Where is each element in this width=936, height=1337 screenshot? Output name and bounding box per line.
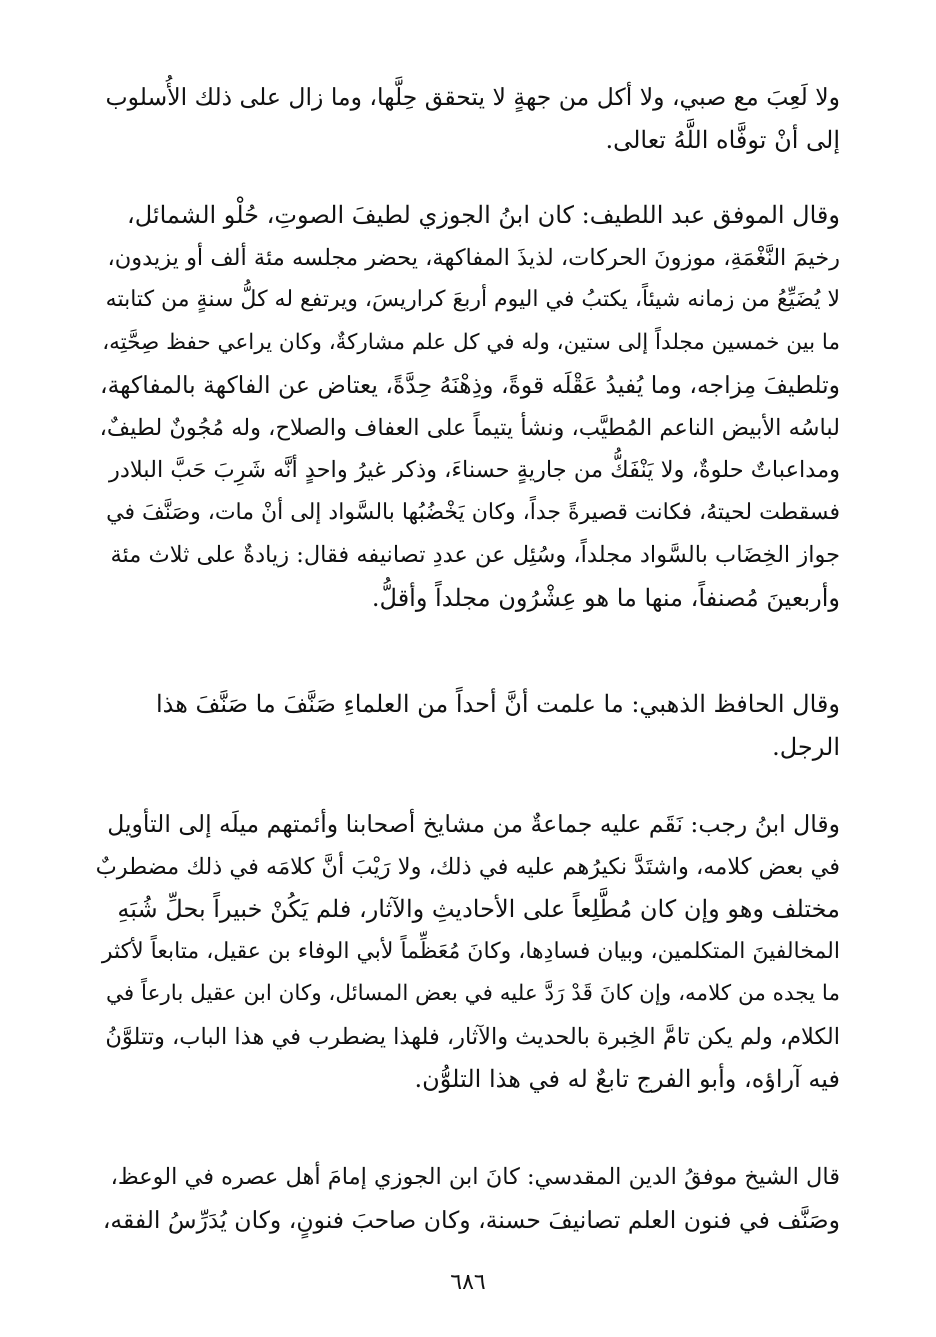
text-line: في بعض كلامه، واشتَدَّ نكيرُهم عليه في ذلك، ولا رَيْبَ أنَّ كلامَه في ذلك مضطربٌ xyxy=(95,853,840,880)
text-line: إلى أنْ توفَّاه اللَّهُ تعالى. xyxy=(605,125,840,154)
paragraph-5 xyxy=(96,1156,840,1241)
paragraph-4 xyxy=(96,803,840,1101)
text-line: قال الشيخ موفقُ الدين المقدسي: كانَ ابن الجوزي إمامَ أهل عصره في الوعظ، xyxy=(110,1164,840,1190)
paragraph-1 xyxy=(96,76,840,161)
text-line: مختلف وهو وإن كان مُطَّلِعاً على الأحاديثِ والآثار، فلم يَكُنْ خبيراً بحلِّ شُبَهِ xyxy=(117,895,840,923)
text-line: وتلطيفَ مِزاجه، وما يُفيدُ عَقْلَه قوةً، وذِهْنَهُ حِدَّةً، يعتاض عن الفاكهة بالمفاكهة، xyxy=(100,371,840,399)
text-line: وقال الحافظ الذهبي: ما علمت أنَّ أحداً من العلماءِ صَنَّفَ ما صَنَّفَ هذا xyxy=(155,690,840,718)
text-line: فسقطت لحيتهُ، فكانت قصيرةً جداً، وكان يَخْضُبُها بالسَّواد إلى أنْ مات، وصَنَّفَ في xyxy=(106,499,840,525)
text-line: وقال ابنُ رجب: نَقَم عليه جماعةٌ من مشايخ أصحابنا وأئمتهم ميلَه إلى التأويل xyxy=(107,810,840,838)
paragraph-2 xyxy=(96,194,840,619)
text-line: الرجل. xyxy=(772,732,840,761)
text-line: لا يُضَيِّعُ من زمانه شيئاً، يكتبُ في اليوم أربعَ كراريسَ، ويرتفع له كلُّ سنةٍ من كتابته xyxy=(105,287,840,312)
text-line: المخالفينَ المتكلمين، وبيان فسادِها، وكانَ مُعَظِّماً لأبي الوفاء بن عقيل، متابعاً لأكثر xyxy=(101,938,840,964)
text-line: الكلام، ولم يكن تامَّ الخِبرة بالحديث والآثار، فلهذا يضطرب في هذا الباب، وتتلوَّنُ xyxy=(105,1023,840,1050)
text-line: جواز الخِضَاب بالسَّواد مجلداً، وسُئِل عن عددِ تصانيفه فقال: زيادةٌ على ثلاث مئة xyxy=(110,542,840,568)
text-line: رخيمَ النَّغْمَةِ، موزونَ الحركات، لذيذَ المفاكهة، يحضر مجلسه مئة ألف أو يزيدون، xyxy=(107,244,840,271)
text-line: فيه آراؤه، وأبو الفرج تابعٌ له في هذا التلوُّن. xyxy=(414,1065,840,1093)
text-line: ما بين خمسين مجلداً إلى ستين، وله في كل علم مشاركةٌ، وكان يراعي حفظ صِحَّتِه، xyxy=(102,329,840,355)
text-line: ومداعباتٌ حلوةٌ، ولا يَنْفَكُّ من جاريةٍ حسناءَ، وذكر غيرُ واحدٍ أنَّه شَرِبَ حَبَّ البلادر xyxy=(109,457,840,483)
text-line: وأربعينَ مُصنفاً، منها ما هو عِشْرُون مجلداً وأقلُّ. xyxy=(371,583,840,612)
text-line: ولا لَعِبَ مع صبي، ولا أكل من جهةٍ لا يتحقق حِلَّها، وما زال على ذلك الأُسلوب xyxy=(105,83,840,111)
page-number: ٦٨٦ xyxy=(450,1270,486,1295)
text-line: لباسُه الأبيض الناعم المُطيَّب، ونشأ يتيماً على العفاف والصلاح، وله مُجُونٌ لطيفٌ، xyxy=(99,414,840,441)
paragraph-3 xyxy=(96,683,840,768)
text-line: ما يجده من كلامه، وإن كانَ قَدْ رَدَّ عليه في بعض المسائل، وكان ابن عقيل بارعاً في xyxy=(106,981,840,1006)
text-line: وصَنَّف في فنون العلم تصانيفَ حسنة، وكان صاحبَ فنونٍ، وكان يُدَرِّسُ الفقه، xyxy=(102,1205,840,1234)
text-line: وقال الموفق عبد اللطيف: كان ابنُ الجوزي لطيفَ الصوتِ، حُلْو الشمائل، xyxy=(127,201,840,229)
